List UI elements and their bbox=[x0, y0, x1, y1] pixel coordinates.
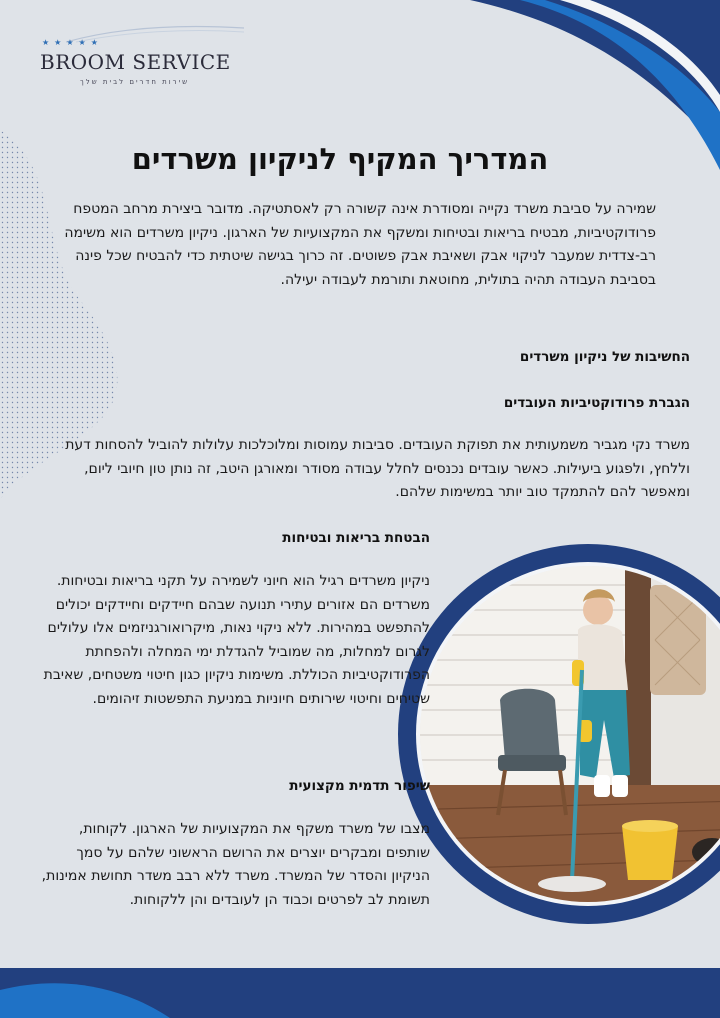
section-heading-importance: החשיבות של ניקיון משרדים bbox=[519, 349, 690, 365]
brand-logo bbox=[36, 38, 231, 88]
intro-paragraph: שמירה על סביבת משרד נקייה ומסודרת אינה קשורה רק לאסתטיקה. מדובר ביצירת מרחב המטפח פרודוקטיביות, מבטיח בריאות ובטיחות ומשקף את המקצועיות של הארגון. ניקיון משרדים הוא משימה רב-צדדית שמעבר לניקוי אבק ושאיבת אבק פשוטים. זה כרוך בגישה שיטתית כדי להבטיח שכל פינה בסביבת העבודה תהיה בתולית, מחוטאת ותורמת לעבודה יעילה. bbox=[64, 201, 656, 288]
section-heading-productivity: הגברת פרודוקטיביות העובדים bbox=[503, 395, 690, 411]
logo-stars: ★★★★★ bbox=[42, 38, 103, 47]
section-body-health: ניקיון משרדים רגיל הוא חיוני לשמירה על תקני בריאות ובטיחות. משרדים הם אזורים עתירי תנועה שבהם חיידקים וחיידקים יכולים להתפשט במהירות. ללא ניקוי נאות, מיקרואורגניזמים אלו עלולים לגרום למחלות, מה שמוביל להגדלת ימי המחלה ולהפחתת הפרודוקטיביות הכוללת. משימות ניקיון כגון חיטוי משטחים, שאיבת שטיחים וחיטוי שירותים חיוניות במניעת התפשטות זיהומים. bbox=[43, 573, 430, 707]
logo-tagline: שירות חדרים לבית שלך bbox=[80, 78, 190, 86]
page-title: המדריך המקיף לניקיון משרדים bbox=[131, 142, 549, 176]
section-body-productivity: משרד נקי מגביר משמעותית את תפוקת העובדים. סביבות עמוסות ומלוכלכות עלולות להוביל להסחות דעת וללחץ, ולפגוע ביעילות. כאשר עובדים נכנסים לחלל עבודה מסודר ומאורגן היטב, זה נותן טון חיובי ליום, ומאפשר להם להתמקד טוב יותר במשימות שלהם. bbox=[65, 437, 690, 500]
section-body-image: מצבו של משרד משקף את המקצועיות של הארגון. לקוחות, שותפים ומבקרים יוצרים את הרושם הראשוני שלהם על סמך הניקיון והסדר של המשרד. משרד ללא רבב משדר תחושת אמינות, תשומת לב לפרטים וכבוד הן לעובדים והן ללקוחות. bbox=[41, 821, 430, 908]
logo-name: BROOM SERVICE bbox=[40, 50, 231, 74]
section-heading-image: שיפור תדמית מקצועית bbox=[289, 778, 430, 794]
section-heading-health: הבטחת בריאות ובטיחות bbox=[282, 530, 430, 546]
